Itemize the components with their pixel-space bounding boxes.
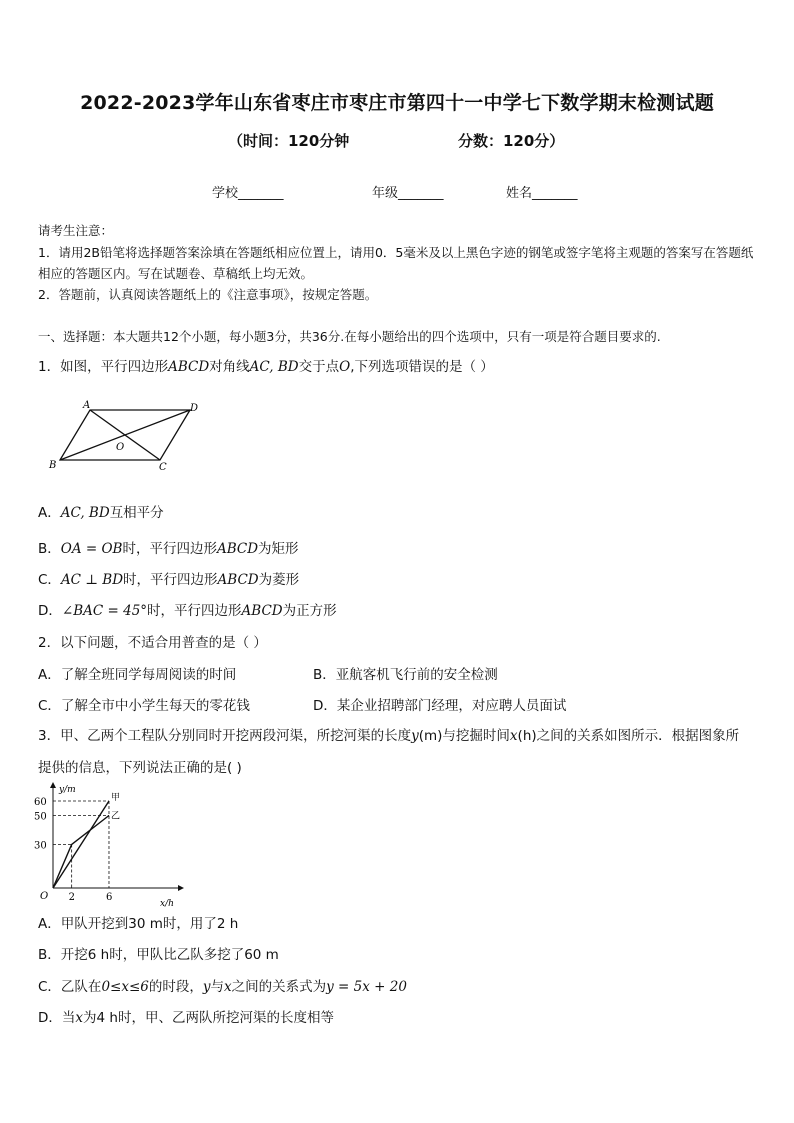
q3-option-d [38, 1007, 334, 1029]
x-tick-label: 6 [105, 892, 113, 903]
q1-math: O [339, 359, 351, 375]
q1-option-b [38, 538, 299, 560]
notice-heading: 请考生注意： [38, 223, 114, 238]
q3-text: 3．甲、乙两个工程队分别同时开挖两段河渠，所挖河渠的长度 [38, 728, 412, 744]
series-label: 甲 [110, 793, 120, 803]
q1-number: 1． [38, 359, 61, 375]
q1-math: AC, BD [249, 359, 299, 375]
option-label: A． [38, 505, 61, 521]
q3-math: x [509, 728, 518, 744]
vertex-label-b: B [49, 460, 57, 471]
q2-option-b: B．亚航客机飞行前的安全检测 [313, 667, 498, 683]
question-2-stem: 2．以下问题，不适合用普查的是（ ） [38, 635, 267, 651]
series-line-yi [53, 816, 109, 889]
option-math: y [202, 979, 211, 995]
q2-option-a: A．了解全班同学每周阅读的时间 [38, 667, 237, 683]
option-text: C．乙队在 [38, 979, 102, 995]
option-text: 的时段， [148, 979, 203, 995]
option-text: 为矩形 [258, 541, 299, 557]
diagonal-bd [60, 410, 190, 460]
option-math: ABCD [217, 572, 259, 588]
question-3-stem-line2: 提供的信息，下列说法正确的是( ) [38, 760, 242, 776]
option-math: 0≤x≤6 [101, 979, 149, 995]
notice-item-1: 1．请用2B铅笔将选择题答案涂填在答题纸相应位置上，请用0．5毫米及以上黑色字迹的钢笔或签字笔将主观题的答案写在答题纸相应的答题区内。写在试题卷、草稿纸上均无效。 [38, 245, 754, 281]
center-label-o: O [116, 442, 125, 453]
option-math: AC, BD [60, 505, 110, 521]
name-field: 姓名_______ [506, 186, 578, 201]
time-label: （时间：120分钟 [228, 132, 350, 150]
option-text: 与 [210, 979, 224, 995]
y-tick-label: 30 [34, 840, 47, 852]
notice-item-2: 2．答题前，认真阅读答题纸上的《注意事项》，按规定答题。 [38, 287, 378, 302]
option-math: y = 5x + 20 [326, 979, 407, 995]
option-text: 为4 h时，甲、乙两队所挖河渠的长度相等 [83, 1010, 334, 1026]
x-tick-label: 2 [68, 892, 76, 903]
option-text: 时，平行四边形 [122, 541, 217, 557]
section-heading: 一、选择题：本大题共12个小题，每小题3分，共36分.在每小题给出的四个选项中，只有一项是符合题目要求的. [38, 329, 661, 344]
school-field: 学校_______ [212, 186, 284, 201]
q1-text: 对角线 [209, 359, 250, 375]
origin-label: O [40, 891, 49, 902]
x-axis-label: x/h [160, 899, 174, 909]
option-math: OA = OB [60, 541, 123, 557]
q3-text: (m)与挖掘时间 [418, 728, 510, 744]
option-text: D．当 [38, 1010, 76, 1026]
option-label: D． [38, 603, 62, 619]
question-1-stem [38, 356, 494, 378]
option-math: ABCD [216, 541, 259, 557]
q1-text: 如图，平行四边形 [60, 359, 169, 375]
option-math: x [75, 1010, 84, 1026]
y-tick-label: 60 [34, 797, 47, 808]
q1-option-d [38, 600, 337, 622]
y-tick-label: 50 [34, 811, 47, 823]
vertex-label-a: A [83, 400, 91, 411]
option-text: 时，平行四边形 [123, 572, 218, 588]
q1-text: 交于点 [298, 359, 340, 375]
page-title: 2022-2023学年山东省枣庄市枣庄市第四十一中学七下数学期末检测试题 [80, 92, 714, 114]
q1-option-c [38, 569, 299, 591]
q3-option-a: A．甲队开挖到30 m时，用了2 h [38, 916, 239, 932]
option-text: 之间的关系式为 [231, 979, 327, 995]
q1-math: ABCD [168, 359, 210, 375]
y-axis-label: y/m [59, 785, 76, 795]
grade-field: 年级_______ [372, 186, 444, 201]
q3-text: (h)之间的关系如图所示．根据图象所 [517, 728, 740, 744]
option-text: 时，平行四边形 [147, 603, 242, 619]
q2-option-d: D．某企业招聘部门经理，对应聘人员面试 [313, 698, 567, 714]
q1-text: ,下列选项错误的是（ ） [350, 359, 494, 375]
y-axis-arrow [50, 782, 56, 788]
option-math: x [224, 979, 232, 995]
x-axis-arrow [178, 885, 184, 891]
q3-option-b: B．开挖6 h时，甲队比乙队多挖了60 m [38, 947, 279, 963]
option-text: 为正方形 [282, 603, 337, 619]
q3-line-chart [30, 782, 190, 910]
q3-option-c [38, 976, 407, 998]
q2-option-c: C．了解全市中小学生每天的零花钱 [38, 698, 250, 714]
option-text: 为菱形 [258, 572, 300, 588]
option-math: ABCD [241, 603, 283, 619]
parallelogram-figure [40, 398, 210, 474]
vertex-label-c: C [159, 462, 167, 473]
option-text: 互相平分 [109, 505, 164, 521]
vertex-label-d: D [190, 403, 199, 414]
series-line-jia [53, 801, 109, 888]
option-math: ∠BAC = 45° [61, 603, 148, 619]
question-3-stem-line1 [38, 725, 739, 747]
q1-option-a [38, 502, 164, 524]
option-label: C． [38, 572, 61, 588]
score-label: 分数：120分） [458, 132, 565, 150]
option-label: B． [38, 541, 61, 557]
q3-math: y [411, 728, 419, 744]
option-math: AC ⊥ BD [60, 572, 124, 588]
series-label: 乙 [110, 811, 120, 822]
